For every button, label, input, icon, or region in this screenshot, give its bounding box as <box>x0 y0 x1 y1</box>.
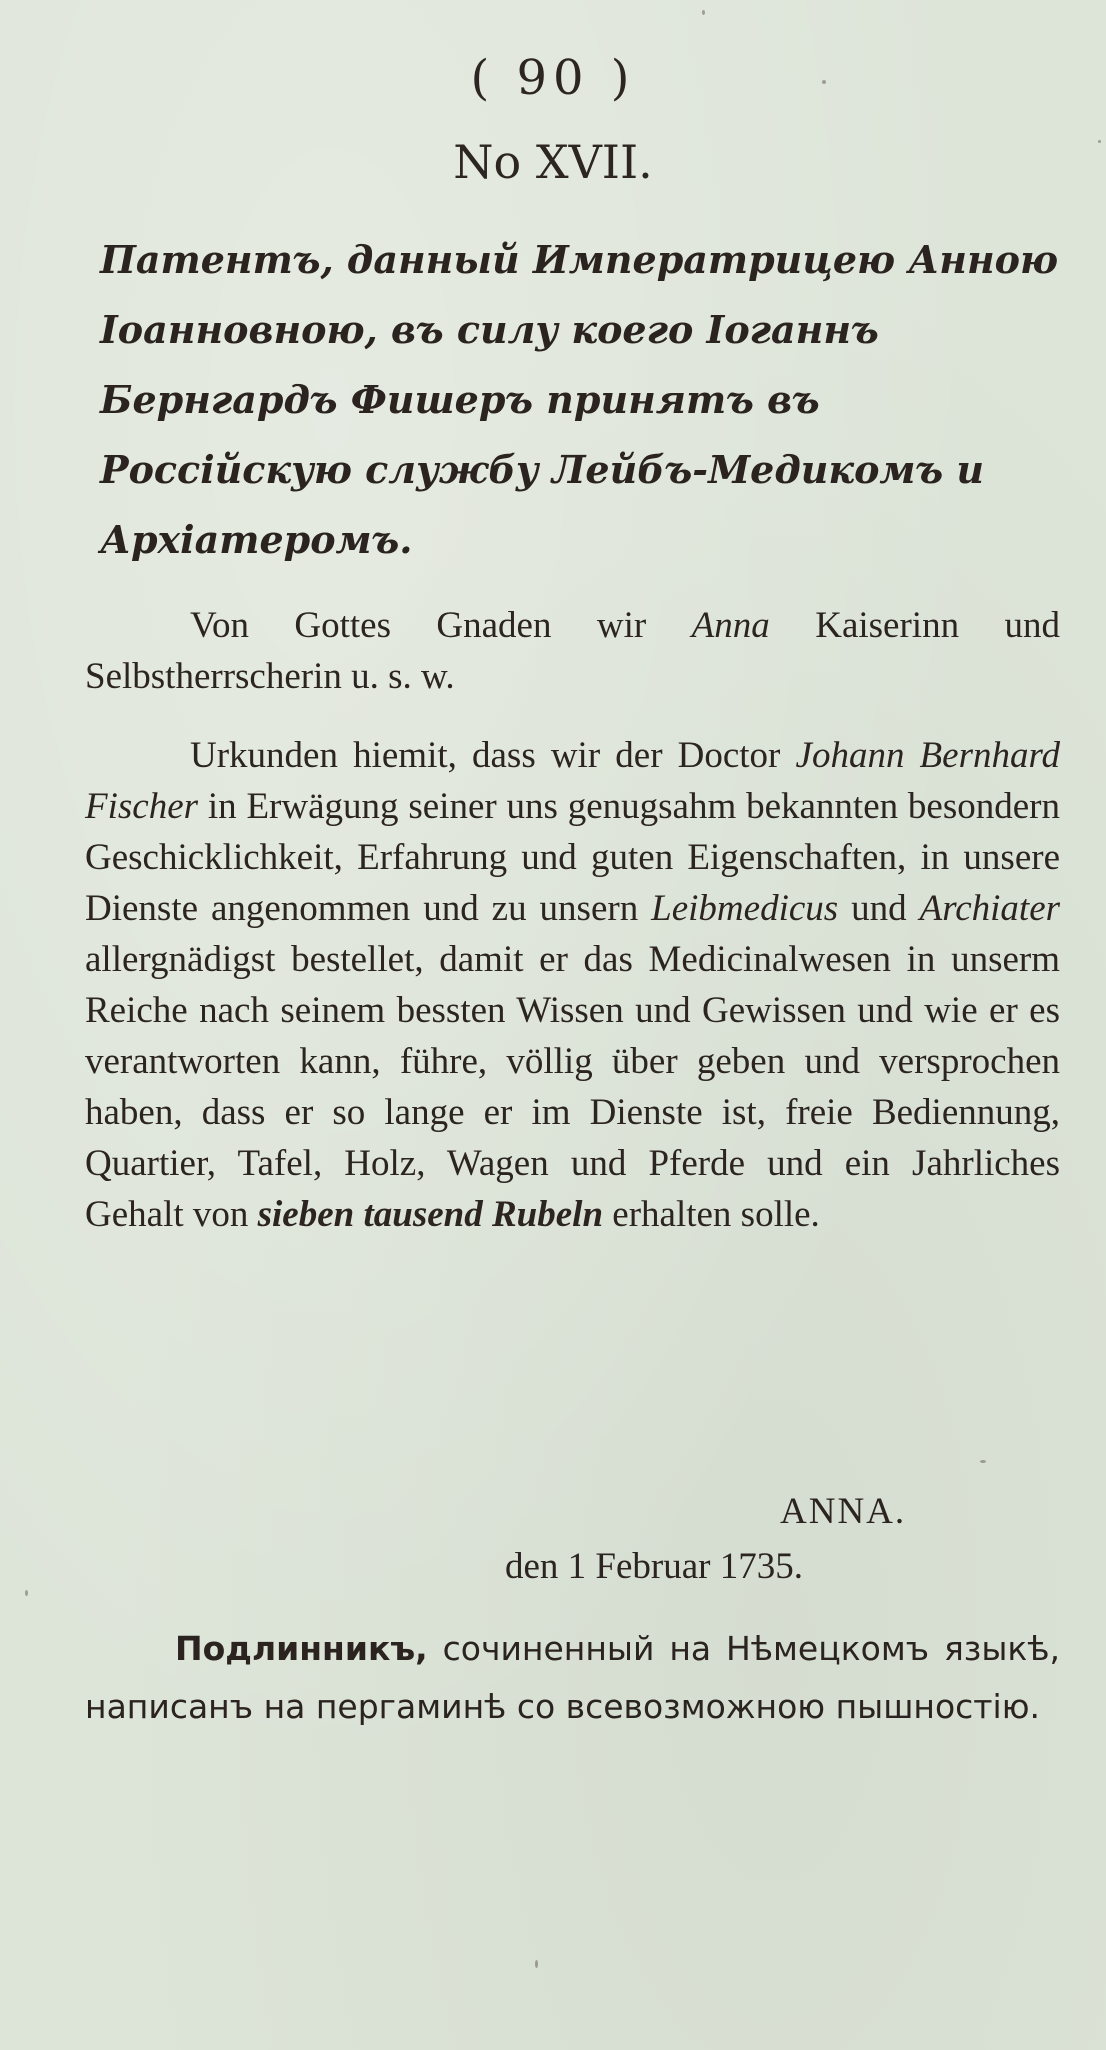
paper-speck <box>822 80 826 84</box>
paper-speck <box>535 1960 538 1968</box>
paragraph-text-4: allergnädigst bestellet, damit er das Medicinalwesen in unserm Reiche nach seinem bessten Wissen und Gewissen und wie er es verantworten kann, führe, völlig über geben und versprochen haben, dass er so lange er im Dienste ist, freie Bediennung, Quartier, Tafel, Holz, Wagen und Pferde und ein Jahrliches Gehalt von <box>85 939 1060 1235</box>
role-leibmedicus: Leibmedicus <box>651 888 839 929</box>
doctor-name: Johann Bernhard Fischer <box>85 735 1061 827</box>
paper-speck <box>702 10 705 15</box>
footnote-lead: Подлинникъ, <box>175 1629 428 1668</box>
greeting-text-1: Von Gottes Gnaden wir <box>190 605 647 646</box>
salary-amount: sieben tausend Rubeln <box>257 1194 604 1235</box>
page-number: ( 90 ) <box>470 50 636 106</box>
paragraph-text-3: und <box>851 888 907 929</box>
paper-speck <box>1098 140 1101 143</box>
paper-speck <box>25 1590 28 1596</box>
role-archiater: Archiater <box>919 888 1061 929</box>
empress-name: Anna <box>691 605 770 646</box>
document-number: No XVII. <box>453 135 653 189</box>
paper-speck <box>980 1460 986 1463</box>
greeting-paragraph <box>85 600 1060 702</box>
footnote-text: сочиненный на Нѣмецкомъ языкѣ, написанъ на пергаминѣ со всевозможною пышностію. <box>85 1629 1060 1726</box>
paragraph-text-1: Urkunden hiemit, dass wir der Doctor <box>190 735 781 776</box>
signature: ANNA. <box>780 1491 907 1532</box>
main-paragraph <box>85 730 1060 1240</box>
paragraph-text-5: erhalten solle. <box>612 1194 820 1235</box>
greeting-text-2: Kaiserinn und Selbstherrscherin u. s. w. <box>85 605 1060 697</box>
footnote <box>85 1620 1060 1736</box>
date-line: den 1 Februar 1735. <box>505 1546 803 1587</box>
document-title: Патентъ, данный Императрицею Анною Іоанновною, въ силу коего Іоганнъ Бернгардъ Фишеръ принятъ въ Россійскую службу Лейбъ-Медикомъ и Архіатеромъ. <box>100 237 1059 562</box>
paragraph-text-2: in Erwägung seiner uns genugsahm bekannten besondern Geschicklichkeit, Erfahrung und guten Eigenschaften, in unsere Dienste angenommen und zu unsern <box>85 786 1060 929</box>
